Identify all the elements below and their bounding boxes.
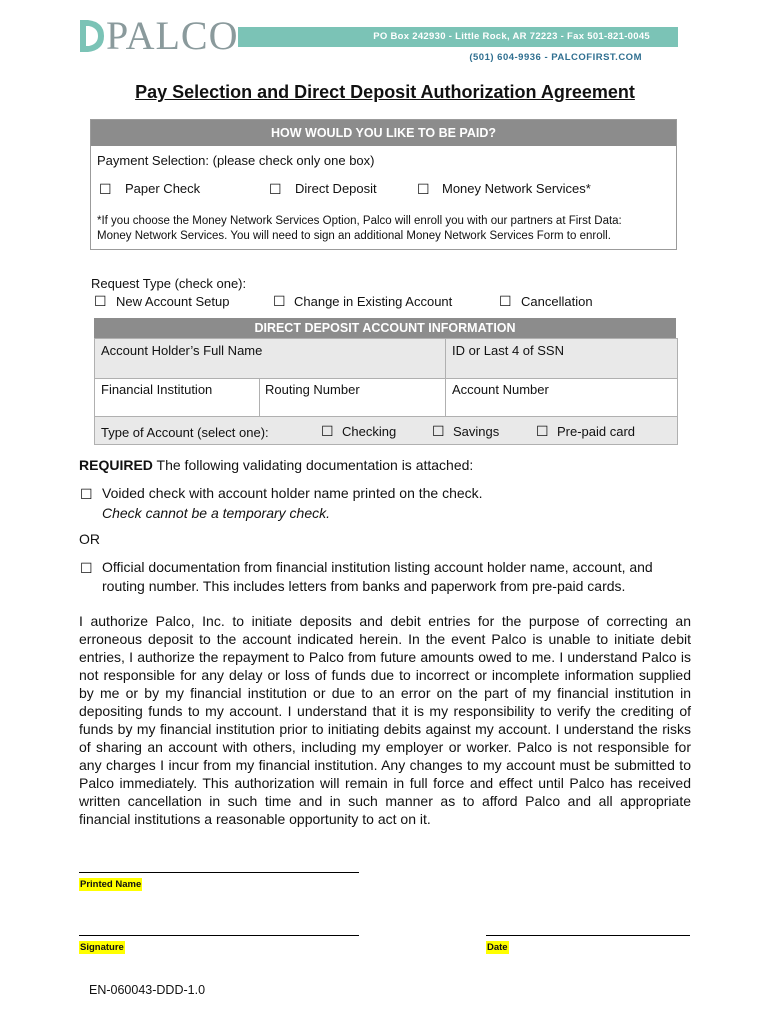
paper-check-label: Paper Check	[125, 181, 201, 196]
printed-name-label: Printed Name	[80, 879, 142, 890]
cancellation-checkbox[interactable]: ☐	[499, 293, 512, 309]
request-type-label: Request Type (check one):	[91, 276, 247, 291]
official-doc-line1: Official documentation from financial institution listing account holder name, account, and	[102, 559, 653, 575]
savings-checkbox[interactable]: ☐	[432, 423, 445, 439]
change-account-checkbox[interactable]: ☐	[273, 293, 286, 309]
required-label: REQUIRED	[79, 457, 153, 473]
authorization-paragraph: I authorize Palco, Inc. to initiate deposits and debit entries for the purpose of correcting an erroneous deposit to the account indicated herein. In the event Palco is unable to initiate debit entries, I authorize the repayment to Palco from future amounts owed to me. I understand Palco is not responsible for any delay or loss of funds due to incorrect or incomplete information supplied by me or by my financial institution or due to an error on the part of my financial institution in depositing funds to my account. I understand that it is my responsibility to verify the crediting of funds by my financial institution prior to initiating debits against my account. I understand the risks of sharing an account with others, including my employer or worker. Palco is not responsible for any charges I incur from my financial institution. Any changes to my account must be submitted to Palco immediately. This authorization will remain in full force and effect until Palco has received written cancellation in such time and in such manner as to afford Palco and all appropriate financial institutions a reasonable opportunity to act on it.	[79, 613, 691, 827]
header-contact-bar	[238, 27, 678, 47]
money-network-note-line1: *If you choose the Money Network Services Option, Palco will enroll you with our partners at First Data:	[97, 215, 622, 227]
or-separator: OR	[79, 531, 100, 547]
id-ssn-field[interactable]: ID or Last 4 of SSN	[452, 343, 564, 358]
payment-instruction: Payment Selection: (please check only one box)	[97, 153, 375, 168]
cancellation-label: Cancellation	[521, 294, 593, 309]
financial-institution-field[interactable]: Financial Institution	[101, 382, 213, 397]
date-label: Date	[487, 942, 508, 953]
checking-label: Checking	[342, 424, 397, 439]
pay-selection-box	[90, 119, 677, 250]
paper-check-checkbox[interactable]: ☐	[99, 181, 112, 197]
account-type-label: Type of Account (select one):	[101, 425, 269, 440]
checking-checkbox[interactable]: ☐	[321, 423, 334, 439]
account-holder-field[interactable]: Account Holder’s Full Name	[101, 343, 263, 358]
routing-number-field[interactable]: Routing Number	[265, 382, 360, 397]
money-network-label: Money Network Services*	[442, 181, 591, 196]
prepaid-label: Pre-paid card	[557, 424, 636, 439]
voided-check-checkbox[interactable]: ☐	[80, 486, 93, 502]
money-network-checkbox[interactable]: ☐	[417, 181, 430, 197]
contact-address: PO Box 242930 - Little Rock, AR 72223 - Fax 501-821-0045	[373, 31, 650, 42]
change-account-label: Change in Existing Account	[294, 294, 453, 309]
palco-logo-mark	[76, 16, 106, 56]
official-doc-line2: routing number. This includes letters from banks and paperwork from pre-paid cards.	[102, 578, 626, 594]
dd-section-heading: DIRECT DEPOSIT ACCOUNT INFORMATION	[94, 318, 676, 338]
dd-account-table	[94, 338, 678, 445]
date-line[interactable]	[486, 935, 690, 936]
contact-phone-web: (501) 604-9936 - PALCOFIRST.COM	[469, 52, 642, 63]
signature-label: Signature	[80, 942, 124, 953]
new-account-label: New Account Setup	[116, 294, 230, 309]
account-number-field[interactable]: Account Number	[452, 382, 549, 397]
printed-name-line[interactable]	[79, 872, 359, 873]
prepaid-checkbox[interactable]: ☐	[536, 423, 549, 439]
direct-deposit-checkbox[interactable]: ☐	[269, 181, 282, 197]
new-account-checkbox[interactable]: ☐	[94, 293, 107, 309]
voided-check-note: Check cannot be a temporary check.	[102, 505, 331, 521]
pay-section-heading: HOW WOULD YOU LIKE TO BE PAID?	[91, 120, 676, 146]
money-network-note-line2: Money Network Services. You will need to sign an additional Money Network Services Form to enroll.	[97, 230, 611, 242]
palco-logo-text: PALCO	[106, 13, 239, 58]
official-doc-checkbox[interactable]: ☐	[80, 560, 93, 576]
signature-line[interactable]	[79, 935, 359, 936]
voided-check-label: Voided check with account holder name printed on the check.	[102, 485, 483, 501]
required-text: The following validating documentation is attached:	[152, 457, 474, 473]
page-title: Pay Selection and Direct Deposit Authorization Agreement	[135, 82, 635, 102]
required-statement	[79, 457, 473, 473]
form-code: EN-060043-DDD-1.0	[89, 983, 206, 997]
savings-label: Savings	[453, 424, 500, 439]
direct-deposit-label: Direct Deposit	[295, 181, 377, 196]
